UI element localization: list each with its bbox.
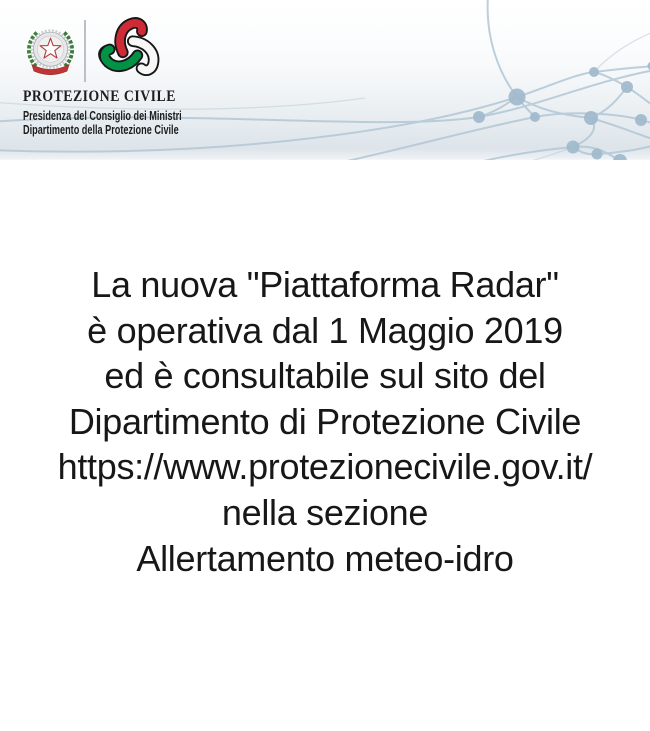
body-text-line: Dipartimento di Protezione Civile [68,400,582,442]
org-subtitle-dipartimento: Dipartimento della Protezione Civile [23,123,179,137]
italian-republic-emblem-icon [23,21,78,85]
logo-divider [84,20,86,82]
body-text-line: è operativa dal 1 Maggio 2019 [87,309,563,351]
body-text-line: ed è consultabile sul sito del [104,355,546,397]
protezione-civile-logo-icon [93,17,169,85]
body-text-line: nella sezione [221,491,429,533]
body-text-line: Allertamento meteo-idro [136,537,514,579]
org-name: PROTEZIONE CIVILE [23,88,176,105]
brand-block [0,0,300,160]
org-subtitle-presidenza: Presidenza del Consiglio dei Ministri [23,109,182,123]
letterhead-header [0,0,650,160]
site-url: https://www.protezionecivile.gov.it/ [57,446,593,488]
body-text-line: La nuova "Piattaforma Radar" [91,264,559,305]
announcement-text [0,262,650,581]
